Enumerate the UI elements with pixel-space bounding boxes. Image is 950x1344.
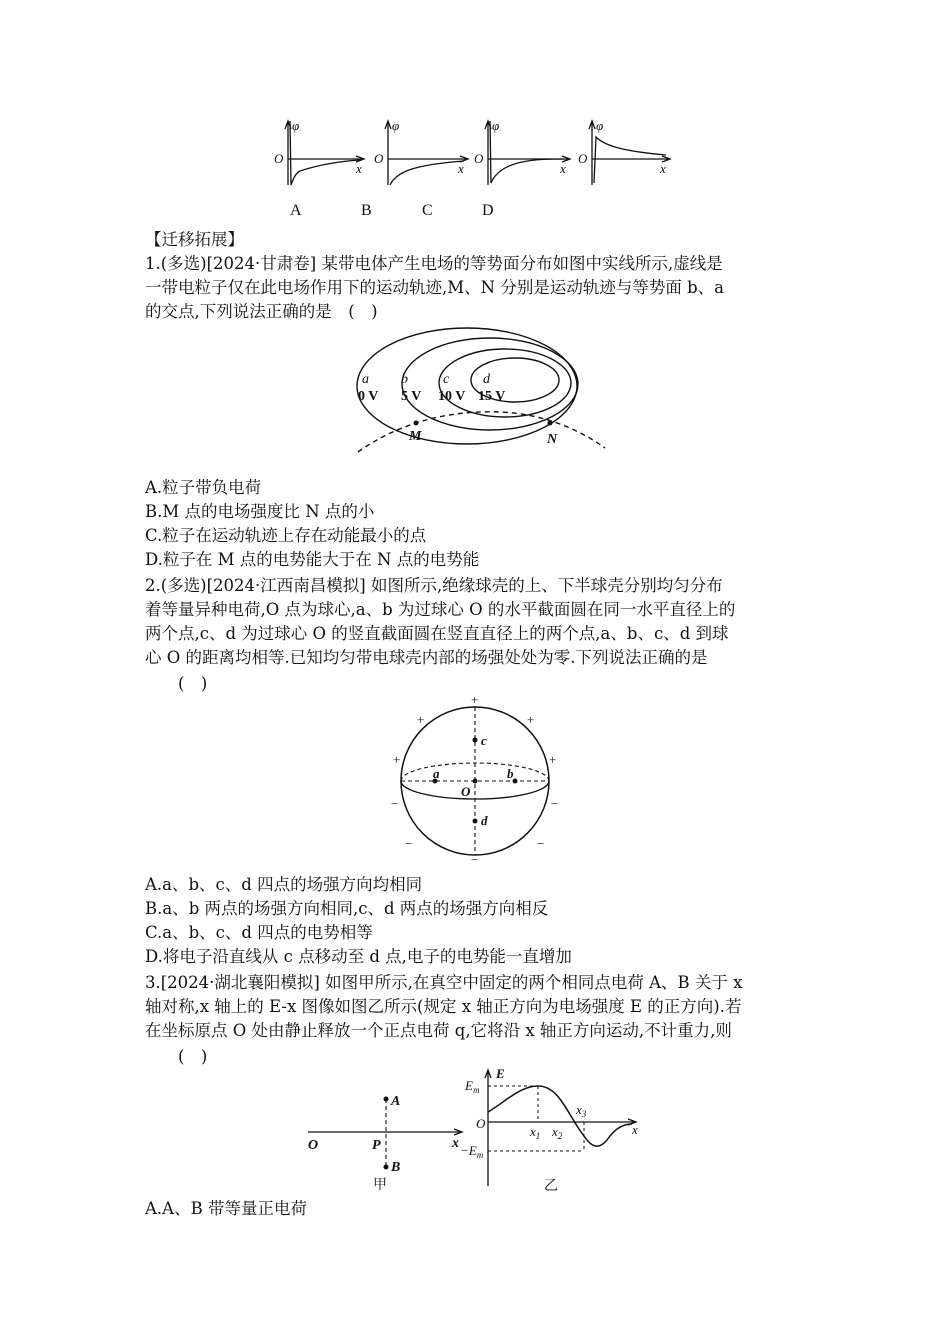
q2-stem-line: 心 O 的距离均相等.已知均匀带电球壳内部的场强处处为零.下列说法正确的是 bbox=[145, 648, 708, 667]
q1-option: A.粒子带负电荷 bbox=[145, 478, 262, 497]
surface-potential-b: 5 V bbox=[401, 389, 422, 404]
axis-label-x: x bbox=[356, 161, 362, 176]
q3-stem-line: 3.[2024·湖北襄阳模拟] 如图甲所示,在真空中固定的两个相同点电荷 A、B 关于 x bbox=[145, 973, 743, 992]
label-p: P bbox=[372, 1138, 381, 1153]
q2-stem-line: 两个点,c、d 为过球心 O 的竖直截面圆在竖直直径上的两个点,a、b、c、d 到球 bbox=[145, 624, 729, 643]
label-neg-em: $-E_m$ bbox=[460, 1143, 484, 1160]
plus-sign: + bbox=[527, 712, 535, 727]
q2-stem-line: 着等量异种电荷,O 点为球心,a、b 为过球心 O 的水平截面圆在同一水平直径上的 bbox=[145, 600, 736, 619]
point-label-m: M bbox=[409, 429, 422, 444]
plus-sign: + bbox=[549, 752, 557, 767]
q1-stem-line: 1.(多选)[2024·甘肃卷] 某带电体产生电场的等势面分布如图中实线所示,虚线是 bbox=[145, 254, 723, 273]
minus-sign: − bbox=[391, 796, 399, 811]
label-x3: $x_3$ bbox=[576, 1102, 587, 1119]
minus-sign: − bbox=[551, 796, 559, 811]
q2-option: C.a、b、c、d 四点的电势相等 bbox=[145, 923, 373, 942]
option-label-d: D bbox=[482, 202, 494, 219]
axis-label-x: x bbox=[560, 161, 566, 176]
label-o: O bbox=[308, 1138, 319, 1153]
origin-label: O bbox=[578, 151, 588, 166]
figure-jia bbox=[300, 1085, 475, 1195]
q3-stem-line: 轴对称,x 轴上的 E-x 图像如图乙所示(规定 x 轴正方向为电场强度 E 的正方向).若 bbox=[145, 997, 742, 1016]
label-origin: O bbox=[476, 1116, 486, 1131]
minus-sign: − bbox=[405, 836, 413, 851]
q2-option: D.将电子沿直线从 c 点移动至 d 点,电子的电势能一直增加 bbox=[145, 947, 572, 966]
minus-sign: − bbox=[537, 836, 545, 851]
point-label-d: d bbox=[481, 813, 488, 828]
surface-label-c: c bbox=[443, 372, 450, 387]
axis-label-x: x bbox=[660, 161, 666, 176]
origin-label: O bbox=[374, 151, 384, 166]
equipotential-figure bbox=[350, 320, 610, 455]
caption-yi: 乙 bbox=[544, 1179, 558, 1194]
q1-option: B.M 点的电场强度比 N 点的小 bbox=[145, 502, 375, 521]
label-charge-a: A bbox=[391, 1094, 401, 1109]
axis-label-e: E bbox=[496, 1066, 505, 1081]
option-label-a: A bbox=[290, 202, 302, 219]
caption-jia: 甲 bbox=[373, 1178, 387, 1193]
origin-label: O bbox=[474, 151, 484, 166]
plus-sign: + bbox=[417, 712, 425, 727]
figure-yi-e-x-graph bbox=[460, 1066, 660, 1196]
origin-label: O bbox=[274, 151, 284, 166]
axis-label-phi: φ bbox=[392, 118, 400, 133]
q1-stem-line: 的交点,下列说法正确的是 ( ) bbox=[145, 302, 378, 321]
label-x2: $x_2$ bbox=[552, 1124, 563, 1141]
option-label-b: B bbox=[361, 202, 372, 219]
axis-label-phi: φ bbox=[596, 118, 604, 133]
q1-stem-line: 一带电粒子仅在此电场作用下的运动轨迹,M、N 分别是运动轨迹与等势面 b、a bbox=[145, 278, 724, 297]
q3-option: A.A、B 带等量正电荷 bbox=[145, 1199, 307, 1218]
plus-sign: + bbox=[471, 692, 479, 707]
point-label-n: N bbox=[547, 432, 558, 447]
label-x1: $x_1$ bbox=[530, 1124, 541, 1141]
q2-option: B.a、b 两点的场强方向相同,c、d 两点的场强方向相反 bbox=[145, 899, 549, 918]
q1-option: D.粒子在 M 点的电势能大于在 N 点的电势能 bbox=[145, 550, 480, 569]
phi-x-graphs bbox=[270, 115, 680, 195]
label-em: $E_m$ bbox=[465, 1078, 480, 1095]
q2-option: A.a、b、c、d 四点的场强方向均相同 bbox=[145, 875, 423, 894]
point-label-b: b bbox=[507, 766, 514, 781]
surface-potential-c: 10 V bbox=[438, 389, 466, 404]
q1-option: C.粒子在运动轨迹上存在动能最小的点 bbox=[145, 526, 427, 545]
point-label-c: c bbox=[481, 733, 487, 748]
axis-label-phi: φ bbox=[492, 118, 500, 133]
surface-label-a: a bbox=[362, 372, 369, 387]
surface-potential-d: 15 V bbox=[478, 389, 506, 404]
point-label-a: a bbox=[433, 766, 440, 781]
axis-label-x: x bbox=[632, 1122, 638, 1137]
q2-stem-line: ( ) bbox=[145, 674, 208, 693]
q2-stem-line: 2.(多选)[2024·江西南昌模拟] 如图所示,绝缘球壳的上、下半球壳分别均匀分布 bbox=[145, 576, 723, 595]
q3-stem-line: 在坐标原点 O 处由静止释放一个正点电荷 q,它将沿 x 轴正方向运动,不计重力,则 bbox=[145, 1021, 732, 1040]
option-label-c: C bbox=[422, 202, 433, 219]
plus-sign: + bbox=[393, 752, 401, 767]
surface-potential-a: 0 V bbox=[358, 389, 379, 404]
sphere-figure bbox=[385, 690, 575, 865]
axis-label-x: x bbox=[458, 161, 464, 176]
section-title: 【迁移拓展】 bbox=[145, 230, 244, 249]
minus-sign: − bbox=[471, 852, 479, 865]
surface-label-d: d bbox=[483, 372, 490, 387]
label-x: x bbox=[452, 1136, 459, 1151]
q3-stem-line: ( ) bbox=[145, 1047, 208, 1066]
surface-label-b: b bbox=[401, 372, 408, 387]
point-label-o: O bbox=[461, 784, 471, 799]
label-charge-b: B bbox=[391, 1160, 401, 1175]
axis-label-phi: φ bbox=[292, 118, 300, 133]
